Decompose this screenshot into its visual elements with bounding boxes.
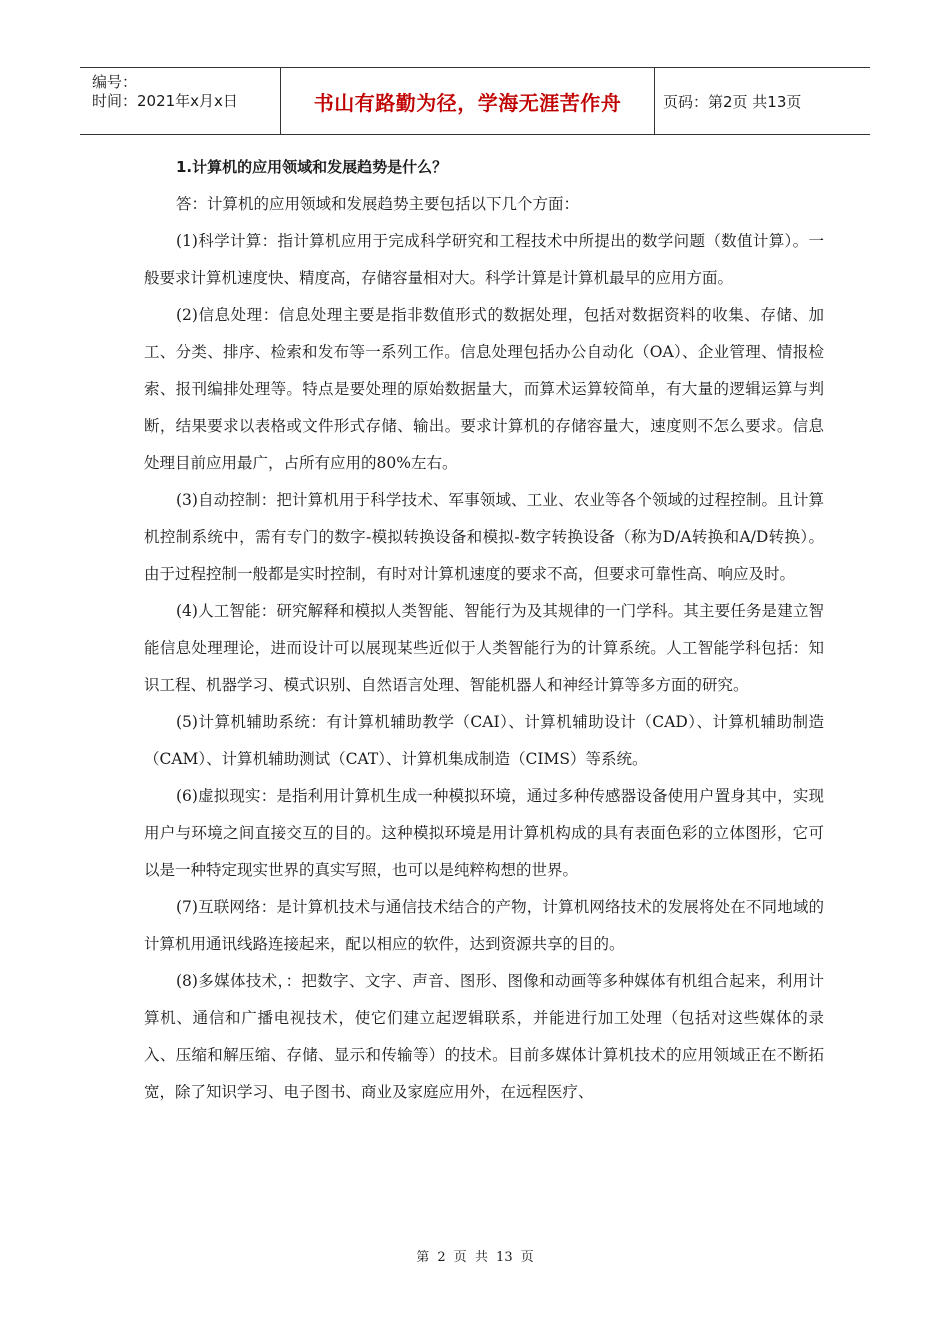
paragraph-multimedia: (8)多媒体技术，：把数字、文字、声音、图形、图像和动画等多种媒体有机组合起来，利用计算机、通信和广播电视技术，使它们建立起逻辑联系，并能进行加工处理（包括对这些媒体的录入、压缩和解压缩、存储、显示和传输等）的技术。目前多媒体计算机技术的应用领域正在不断拓宽，除了知识学习、电子图书、商业及家庭应用外，在远程医疗、 [144,972,824,1101]
paragraph-computer-aided-systems: (5)计算机辅助系统：有计算机辅助教学（CAI）、计算机辅助设计（CAD）、计算机辅助制造（CAM）、计算机辅助测试（CAT）、计算机集成制造（CIMS）等系统。 [144,713,824,768]
header-page-info: 页码：第2页 共13页 [663,92,802,111]
number-label: 编号： [92,73,138,91]
header-meta [80,68,281,134]
paragraph-automatic-control: (3)自动控制：把计算机用于科学技术、军事领域、工业、农业等各个领域的过程控制。且计算机控制系统中，需有专门的数字-模拟转换设备和模拟-数字转换设备（称为D/A转换和A/D转换）。由于过程控制一般都是实时控制，有时对计算机速度的要求不高，但要求可靠性高、响应及时。 [144,491,824,583]
question-heading: 1.计算机的应用领域和发展趋势是什么？ [176,158,448,176]
paragraph-internet: (7)互联网络：是计算机技术与通信技术结合的产物，计算机网络技术的发展将处在不同地域的计算机用通讯线路连接起来，配以相应的软件，达到资源共享的目的。 [144,898,824,953]
time-label: 时间：2021年x月x日 [92,92,238,110]
paragraph-artificial-intelligence: (4)人工智能：研究解释和模拟人类智能、智能行为及其规律的一门学科。其主要任务是建立智能信息处理理论，进而设计可以展现某些近似于人类智能行为的计算系统。人工智能学科包括：知识工程、机器学习、模式识别、自然语言处理、智能机器人和神经计算等多方面的研究。 [144,602,824,694]
document-body [144,148,824,1111]
paragraph-information-processing: (2)信息处理：信息处理主要是指非数值形式的数据处理，包括对数据资料的收集、存储、加工、分类、排序、检索和发布等一系列工作。信息处理包括办公自动化（OA）、企业管理、情报检索、报刊编排处理等。特点是要处理的原始数据量大，而算术运算较简单，有大量的逻辑运算与判断，结果要求以表格或文件形式存储、输出。要求计算机的存储容量大，速度则不怎么要求。信息处理目前应用最广，占所有应用的80%左右。 [144,306,824,472]
page-footer: 第 2 页 共 13 页 [416,1250,534,1265]
page-header [80,67,870,135]
paragraph-scientific-computing: (1)科学计算：指计算机应用于完成科学研究和工程技术中所提出的数学问题（数值计算）。一般要求计算机速度快、精度高，存储容量相对大。科学计算是计算机最早的应用方面。 [144,232,824,287]
answer-intro: 答：计算机的应用领域和发展趋势主要包括以下几个方面： [176,195,580,213]
paragraph-virtual-reality: (6)虚拟现实：是指利用计算机生成一种模拟环境，通过多种传感器设备使用户置身其中，实现用户与环境之间直接交互的目的。这种模拟环境是用计算机构成的具有表面色彩的立体图形，它可以是一种特定现实世界的真实写照，也可以是纯粹构想的世界。 [144,787,824,879]
header-motto: 书山有路勤为径，学海无涯苦作舟 [281,68,655,134]
